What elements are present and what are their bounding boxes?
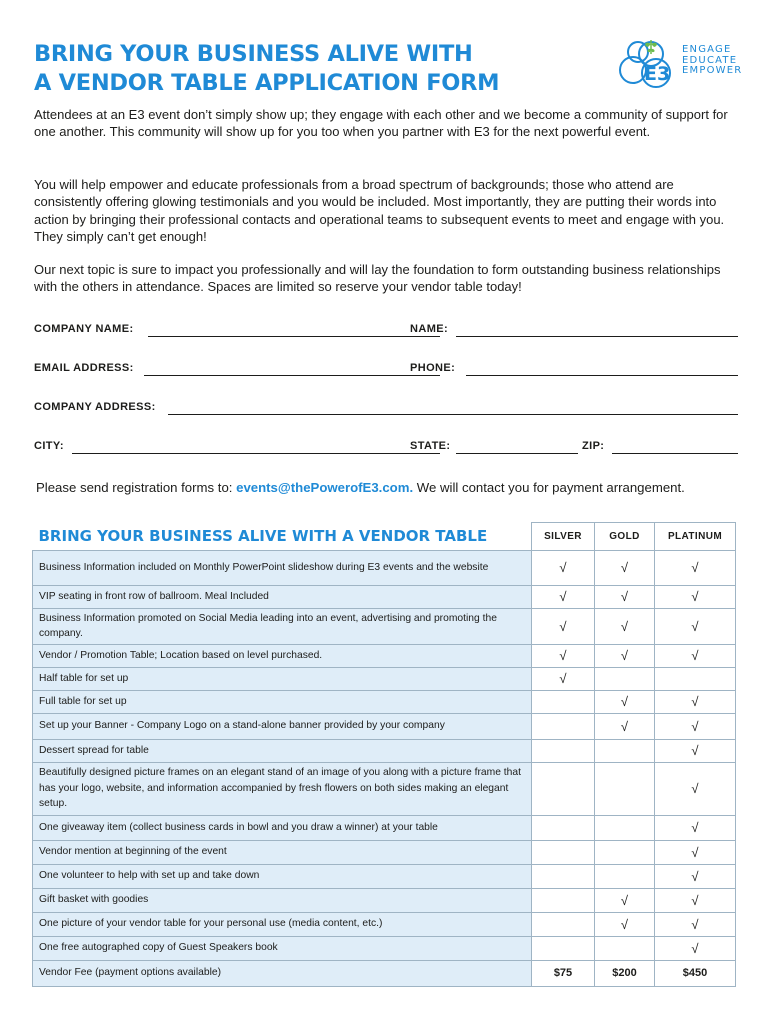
table-row	[33, 608, 736, 644]
feature-cell: Vendor / Promotion Table; Location based on level purchased.	[33, 644, 532, 667]
silver-check-cell	[532, 888, 595, 912]
tier-platinum-header: PLATINUM	[655, 523, 736, 551]
company-name-label: COMPANY NAME:	[34, 323, 134, 335]
company-name-field[interactable]	[148, 336, 440, 337]
platinum-check-cell: √	[655, 585, 736, 608]
gold-check-cell	[595, 815, 655, 840]
table-row	[33, 644, 736, 667]
logo-word-empower: EMPOWER	[682, 65, 743, 76]
intro-paragraph-2: You will help empower and educate professionals from a broad spectrum of backgrounds; those who attend are consistently offering glowing testimonials and you would be included. Most importantly, they are putting their words into action by bringing their professional contacts and operational teams to subsequent events to meet and engage with you. They simply can’t get enough!	[34, 177, 725, 245]
table-row	[33, 739, 736, 762]
table-row	[33, 585, 736, 608]
vendor-fee-label: Vendor Fee (payment options available)	[33, 960, 532, 986]
zip-label: ZIP:	[582, 440, 605, 452]
table-row	[33, 550, 736, 585]
send-instructions	[36, 480, 685, 495]
platinum-check-cell: √	[655, 608, 736, 644]
silver-check-cell: √	[532, 644, 595, 667]
gold-check-cell	[595, 739, 655, 762]
page-title	[34, 40, 499, 98]
gold-check-cell: √	[595, 550, 655, 585]
table-row	[33, 912, 736, 936]
state-label: STATE:	[410, 440, 451, 452]
table-row	[33, 815, 736, 840]
table-row	[33, 762, 736, 815]
feature-cell: Business Information included on Monthly PowerPoint slideshow during E3 events and the website	[33, 550, 532, 585]
feature-cell: Half table for set up	[33, 667, 532, 690]
feature-cell: Dessert spread for table	[33, 739, 532, 762]
gold-check-cell: √	[595, 585, 655, 608]
table-row	[33, 840, 736, 864]
gold-price: $200	[595, 960, 655, 986]
form-row-contact	[34, 362, 738, 378]
company-address-label: COMPANY ADDRESS:	[34, 401, 156, 413]
form-row-address	[34, 401, 738, 417]
feature-cell: One picture of your vendor table for your personal use (media content, etc.)	[33, 912, 532, 936]
title-line-2: A VENDOR TABLE APPLICATION FORM	[34, 70, 500, 96]
gold-check-cell: √	[595, 912, 655, 936]
feature-cell: Vendor mention at beginning of the event	[33, 840, 532, 864]
city-field[interactable]	[72, 453, 440, 454]
table-row	[33, 936, 736, 960]
platinum-check-cell: √	[655, 888, 736, 912]
platinum-check-cell: √	[655, 644, 736, 667]
email-address-label: EMAIL ADDRESS:	[34, 362, 134, 374]
table-row	[33, 690, 736, 713]
platinum-price: $450	[655, 960, 736, 986]
logo-mark-text: E3	[644, 63, 671, 85]
silver-check-cell	[532, 912, 595, 936]
silver-check-cell	[532, 864, 595, 888]
table-row	[33, 713, 736, 739]
platinum-check-cell: √	[655, 840, 736, 864]
name-label: NAME:	[410, 323, 449, 335]
silver-check-cell	[532, 713, 595, 739]
form-row-company	[34, 323, 738, 339]
intro-paragraph-1: Attendees at an E3 event don’t simply show up; they engage with each other and we become a community of support for one another. This community will show up for you too when you partner with E3 for the next powerful event.	[34, 107, 728, 140]
platinum-check-cell: √	[655, 690, 736, 713]
gold-check-cell	[595, 667, 655, 690]
title-line-1: BRING YOUR BUSINESS ALIVE WITH	[34, 41, 473, 67]
company-address-field[interactable]	[168, 414, 738, 415]
feature-cell: One free autographed copy of Guest Speakers book	[33, 936, 532, 960]
silver-check-cell: √	[532, 585, 595, 608]
silver-check-cell	[532, 690, 595, 713]
gold-check-cell: √	[595, 644, 655, 667]
feature-cell: VIP seating in front row of ballroom. Meal Included	[33, 585, 532, 608]
platinum-check-cell: √	[655, 739, 736, 762]
gold-check-cell	[595, 762, 655, 815]
gold-check-cell: √	[595, 690, 655, 713]
send-prefix: Please send registration forms to:	[36, 480, 237, 495]
feature-cell: Full table for set up	[33, 690, 532, 713]
platinum-check-cell: √	[655, 713, 736, 739]
gold-check-cell: √	[595, 608, 655, 644]
platinum-check-cell: √	[655, 550, 736, 585]
feature-cell: Set up your Banner - Company Logo on a stand-alone banner provided by your company	[33, 713, 532, 739]
gold-check-cell	[595, 936, 655, 960]
form-row-location	[34, 440, 738, 456]
gold-check-cell	[595, 840, 655, 864]
table-header-row	[33, 523, 736, 551]
e3-logo	[618, 32, 748, 92]
logo-wordmark	[682, 45, 742, 77]
send-email-link[interactable]: events@thePowerofE3.com.	[236, 480, 414, 495]
silver-check-cell	[532, 815, 595, 840]
silver-check-cell	[532, 739, 595, 762]
tier-silver-header: SILVER	[532, 523, 595, 551]
platinum-check-cell: √	[655, 815, 736, 840]
silver-check-cell: √	[532, 550, 595, 585]
vendor-fee-row	[33, 960, 736, 986]
silver-check-cell: √	[532, 608, 595, 644]
table-row	[33, 888, 736, 912]
feature-cell: Gift basket with goodies	[33, 888, 532, 912]
silver-check-cell	[532, 840, 595, 864]
logo-word-educate: EDUCATE	[682, 54, 738, 66]
silver-check-cell	[532, 762, 595, 815]
feature-cell: One giveaway item (collect business cards in bowl and you draw a winner) at your table	[33, 815, 532, 840]
city-label: CITY:	[34, 440, 64, 452]
feature-cell: Business Information promoted on Social Media leading into an event, advertising and promoting the company.	[33, 608, 532, 644]
send-suffix: We will contact you for payment arrangement.	[413, 480, 685, 495]
gold-check-cell: √	[595, 713, 655, 739]
table-row	[33, 667, 736, 690]
feature-cell: Beautifully designed picture frames on an elegant stand of an image of you along with a picture frame that has your logo, website, and information accompanied by fresh flowers on both sides making an elegant setup.	[33, 762, 532, 815]
gold-check-cell	[595, 864, 655, 888]
phone-label: PHONE:	[410, 362, 456, 374]
gold-check-cell: √	[595, 888, 655, 912]
email-address-field[interactable]	[144, 375, 440, 376]
platinum-check-cell: √	[655, 864, 736, 888]
silver-price: $75	[532, 960, 595, 986]
silver-check-cell	[532, 936, 595, 960]
feature-cell: One volunteer to help with set up and take down	[33, 864, 532, 888]
table-row	[33, 864, 736, 888]
logo-word-engage: ENGAGE	[682, 44, 732, 55]
platinum-check-cell	[655, 667, 736, 690]
tier-table-body	[33, 550, 736, 986]
platinum-check-cell: √	[655, 912, 736, 936]
table-heading: BRING YOUR BUSINESS ALIVE WITH A VENDOR TABLE	[38, 527, 488, 545]
e3-logo-mark-icon	[618, 32, 682, 92]
platinum-check-cell: √	[655, 936, 736, 960]
zip-field[interactable]	[612, 453, 738, 454]
phone-field[interactable]	[466, 375, 738, 376]
intro-paragraph-3: Our next topic is sure to impact you professionally and will lay the foundation to form outstanding business relationships with the others in attendance. Spaces are limited so reserve your vendor table today!	[34, 262, 721, 295]
name-field[interactable]	[456, 336, 738, 337]
state-field[interactable]	[456, 453, 578, 454]
silver-check-cell: √	[532, 667, 595, 690]
platinum-check-cell: √	[655, 762, 736, 815]
tier-gold-header: GOLD	[595, 523, 655, 551]
vendor-tier-table	[32, 522, 736, 987]
